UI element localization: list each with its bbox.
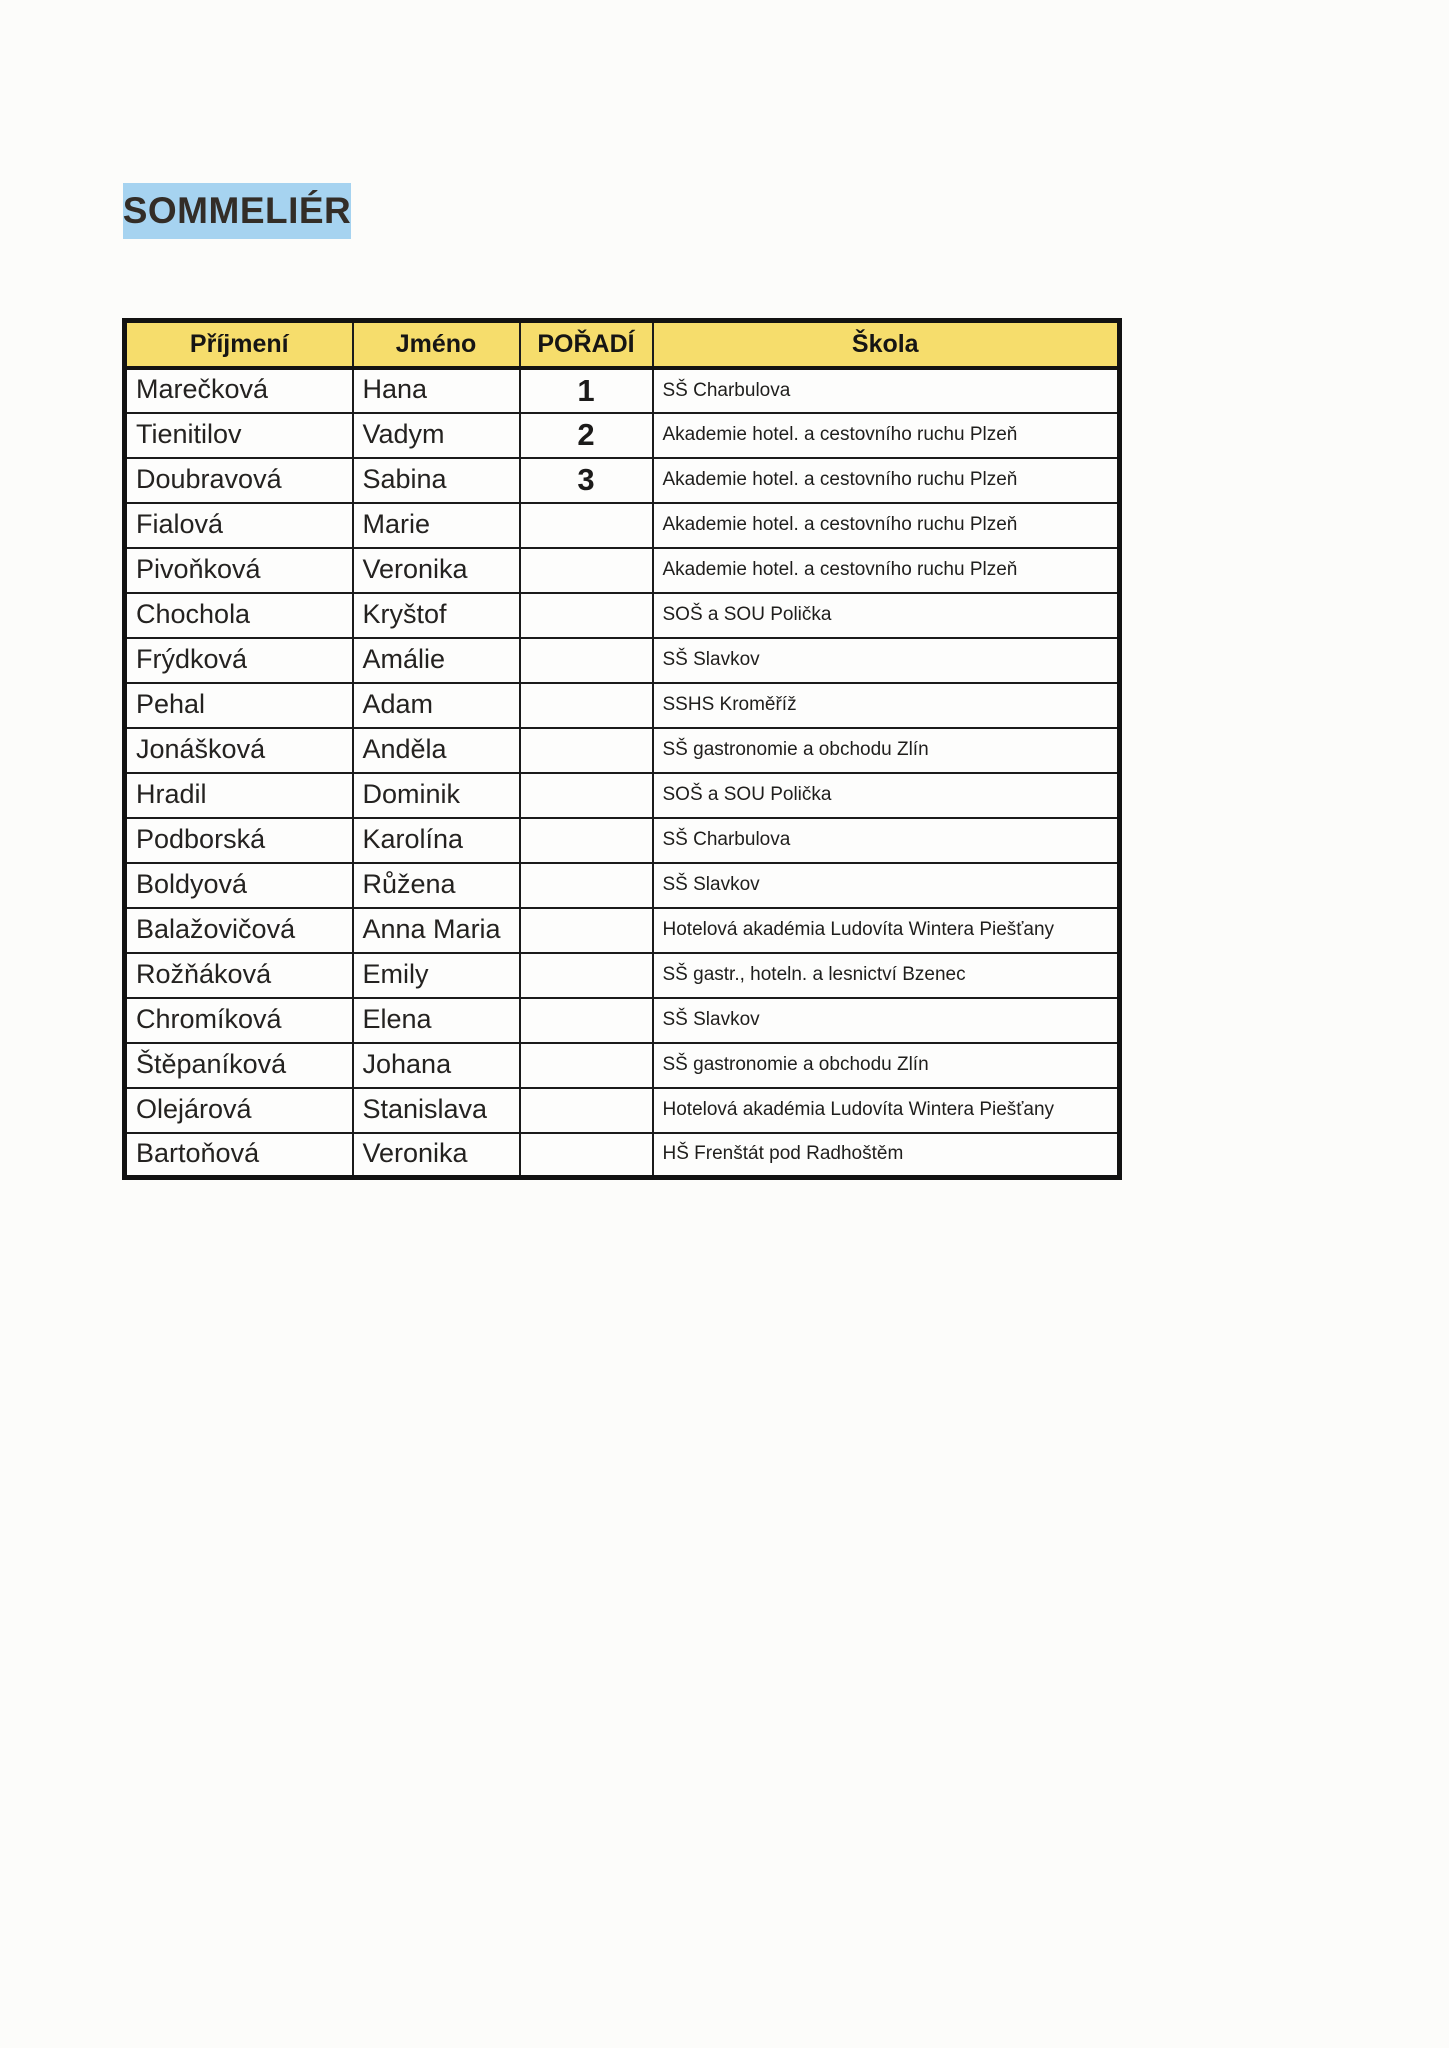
cell-firstname: Sabina xyxy=(353,458,520,503)
cell-surname: Marečková xyxy=(125,368,353,413)
cell-school: SOŠ a SOU Polička xyxy=(653,593,1120,638)
cell-school: SSHS Kroměříž xyxy=(653,683,1120,728)
cell-rank xyxy=(520,998,653,1043)
cell-school: Akademie hotel. a cestovního ruchu Plzeň xyxy=(653,458,1120,503)
cell-rank xyxy=(520,818,653,863)
cell-firstname: Vadym xyxy=(353,413,520,458)
table-row xyxy=(125,503,1120,548)
cell-surname: Podborská xyxy=(125,818,353,863)
cell-firstname: Anna Maria xyxy=(353,908,520,953)
cell-rank xyxy=(520,908,653,953)
cell-surname: Jonášková xyxy=(125,728,353,773)
cell-rank xyxy=(520,503,653,548)
cell-school: SŠ Slavkov xyxy=(653,638,1120,683)
cell-firstname: Marie xyxy=(353,503,520,548)
table-row xyxy=(125,368,1120,413)
cell-surname: Tienitilov xyxy=(125,413,353,458)
cell-surname: Fialová xyxy=(125,503,353,548)
column-header-school: Škola xyxy=(653,321,1120,368)
cell-firstname: Veronika xyxy=(353,548,520,593)
table-row xyxy=(125,818,1120,863)
cell-school: SŠ gastronomie a obchodu Zlín xyxy=(653,728,1120,773)
cell-surname: Frýdková xyxy=(125,638,353,683)
cell-rank xyxy=(520,1133,653,1178)
table-row xyxy=(125,593,1120,638)
cell-rank xyxy=(520,863,653,908)
cell-firstname: Hana xyxy=(353,368,520,413)
table-row xyxy=(125,998,1120,1043)
header-row xyxy=(125,321,1120,368)
cell-rank xyxy=(520,548,653,593)
cell-firstname: Kryštof xyxy=(353,593,520,638)
cell-school: SŠ Charbulova xyxy=(653,818,1120,863)
cell-school: Akademie hotel. a cestovního ruchu Plzeň xyxy=(653,413,1120,458)
cell-surname: Olejárová xyxy=(125,1088,353,1133)
cell-rank xyxy=(520,953,653,998)
cell-rank: 3 xyxy=(520,458,653,503)
cell-school: SŠ gastr., hoteln. a lesnictví Bzenec xyxy=(653,953,1120,998)
results-table xyxy=(122,318,1122,1180)
column-header-rank: POŘADÍ xyxy=(520,321,653,368)
cell-rank xyxy=(520,593,653,638)
cell-firstname: Anděla xyxy=(353,728,520,773)
cell-school: Hotelová akadémia Ludovíta Wintera Piešťany xyxy=(653,908,1120,953)
cell-school: SŠ Slavkov xyxy=(653,998,1120,1043)
cell-school: SOŠ a SOU Polička xyxy=(653,773,1120,818)
results-table-container xyxy=(122,318,1122,1180)
column-header-firstname: Jméno xyxy=(353,321,520,368)
table-row xyxy=(125,638,1120,683)
table-row xyxy=(125,413,1120,458)
cell-rank xyxy=(520,638,653,683)
cell-firstname: Stanislava xyxy=(353,1088,520,1133)
cell-firstname: Emily xyxy=(353,953,520,998)
cell-firstname: Růžena xyxy=(353,863,520,908)
cell-school: Hotelová akadémia Ludovíta Wintera Piešťany xyxy=(653,1088,1120,1133)
cell-surname: Štěpaníková xyxy=(125,1043,353,1088)
cell-rank xyxy=(520,773,653,818)
table-body xyxy=(125,368,1120,1178)
cell-firstname: Karolína xyxy=(353,818,520,863)
table-row xyxy=(125,1133,1120,1178)
cell-school: HŠ Frenštát pod Radhoštěm xyxy=(653,1133,1120,1178)
cell-rank: 1 xyxy=(520,368,653,413)
cell-firstname: Elena xyxy=(353,998,520,1043)
cell-school: SŠ Slavkov xyxy=(653,863,1120,908)
table-row xyxy=(125,773,1120,818)
table-row xyxy=(125,908,1120,953)
table-row xyxy=(125,683,1120,728)
cell-rank: 2 xyxy=(520,413,653,458)
column-header-surname: Příjmení xyxy=(125,321,353,368)
cell-surname: Balažovičová xyxy=(125,908,353,953)
cell-rank xyxy=(520,728,653,773)
table-row xyxy=(125,728,1120,773)
table-row xyxy=(125,953,1120,998)
cell-firstname: Amálie xyxy=(353,638,520,683)
table-row xyxy=(125,1043,1120,1088)
cell-firstname: Johana xyxy=(353,1043,520,1088)
cell-rank xyxy=(520,1043,653,1088)
cell-rank xyxy=(520,683,653,728)
table-row xyxy=(125,548,1120,593)
table-row xyxy=(125,863,1120,908)
table-header xyxy=(125,321,1120,368)
cell-school: Akademie hotel. a cestovního ruchu Plzeň xyxy=(653,503,1120,548)
cell-surname: Pehal xyxy=(125,683,353,728)
cell-surname: Boldyová xyxy=(125,863,353,908)
cell-school: SŠ gastronomie a obchodu Zlín xyxy=(653,1043,1120,1088)
cell-surname: Bartoňová xyxy=(125,1133,353,1178)
cell-school: SŠ Charbulova xyxy=(653,368,1120,413)
cell-surname: Chromíková xyxy=(125,998,353,1043)
cell-rank xyxy=(520,1088,653,1133)
page-title: SOMMELIÉR xyxy=(123,183,351,239)
cell-firstname: Veronika xyxy=(353,1133,520,1178)
cell-school: Akademie hotel. a cestovního ruchu Plzeň xyxy=(653,548,1120,593)
cell-surname: Pivoňková xyxy=(125,548,353,593)
cell-surname: Rožňáková xyxy=(125,953,353,998)
cell-surname: Hradil xyxy=(125,773,353,818)
cell-surname: Doubravová xyxy=(125,458,353,503)
cell-surname: Chochola xyxy=(125,593,353,638)
cell-firstname: Adam xyxy=(353,683,520,728)
table-row xyxy=(125,1088,1120,1133)
cell-firstname: Dominik xyxy=(353,773,520,818)
table-row xyxy=(125,458,1120,503)
